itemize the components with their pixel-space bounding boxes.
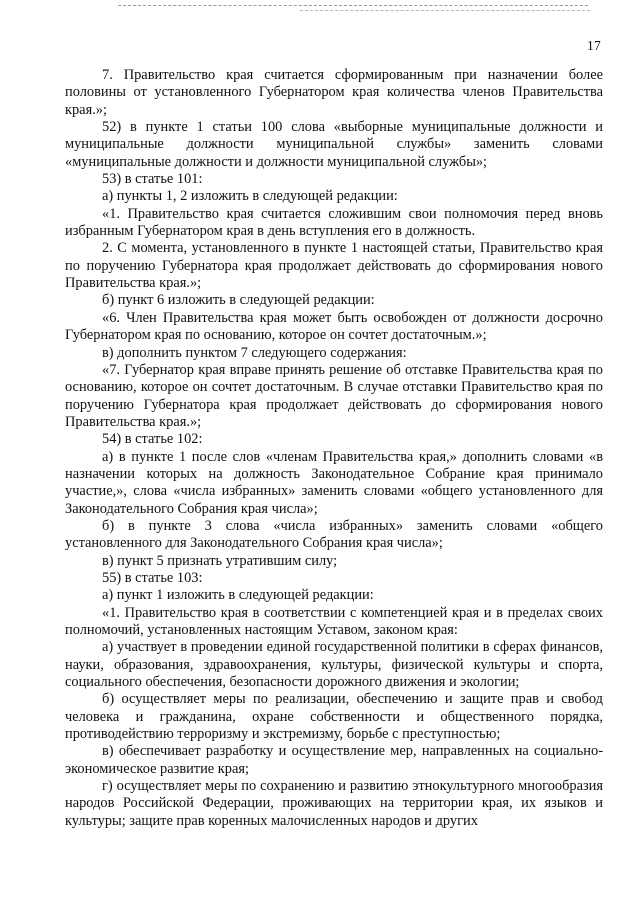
paragraph-53-a-clause-1: «1. Правительство края считается сложившим свои полномочия перед вновь избранным Губернатором края в день вступления его в должность. bbox=[65, 205, 603, 240]
paragraph-53-v-clause-7: «7. Губернатор края вправе принять решение об отставке Правительства края по основанию, которое он сочтет достаточным. В случае отставки Правительство края по поручению Губернатора края продолжает действовать до сформирования нового Правительства края.»; bbox=[65, 361, 603, 430]
paragraph-item-52: 52) в пункте 1 статьи 100 слова «выборные муниципальные должности и муниципальные должности муниципальной службы» заменить словами «муниципальные должности и должности муниципальной службы»; bbox=[65, 119, 603, 170]
scan-top-edge-line bbox=[118, 5, 588, 6]
paragraph-clause-7: 7. Правительство края считается сформированным при назначении более половины от установленного Губернатором края количества членов Правительства края.»; bbox=[65, 67, 603, 118]
paragraph-55-a: а) пункт 1 изложить в следующей редакции: bbox=[102, 587, 374, 604]
paragraph-55-a-sub-g: г) осуществляет меры по сохранению и развитию этнокультурного многообразия народов Российской Федерации, проживающих на территории края, их языков и культуры; защите прав коренных малочисленных народов и других bbox=[65, 778, 603, 829]
paragraph-54-a: а) в пункте 1 после слов «членам Правительства края,» дополнить словами «в назначении которых на должность Законодательное Собрание края принимало участие,», слова «числа избранных» заменить словами «общего установленного для Законодательного Собрания края числа»; bbox=[65, 448, 603, 517]
paragraph-54-v: в) пункт 5 признать утратившим силу; bbox=[102, 552, 338, 569]
paragraph-item-55: 55) в статье 103: bbox=[102, 569, 203, 586]
paragraph-55-a-sub-v: в) обеспечивает разработку и осуществление мер, направленных на социально-экономическое развитие края; bbox=[65, 743, 603, 777]
document-body bbox=[65, 67, 603, 830]
paragraph-item-53: 53) в статье 101: bbox=[102, 171, 203, 188]
paragraph-53-b: б) пункт 6 изложить в следующей редакции: bbox=[102, 292, 375, 309]
scan-top-edge-line-secondary bbox=[300, 10, 590, 11]
paragraph-55-a-clause-1: «1. Правительство края в соответствии с компетенцией края и в пределах своих полномочий, установленных настоящим Уставом, законом края: bbox=[65, 604, 603, 638]
paragraph-53-a: а) пункты 1, 2 изложить в следующей редакции: bbox=[102, 188, 398, 205]
page-number: 17 bbox=[587, 38, 601, 53]
paragraph-item-54: 54) в статье 102: bbox=[102, 431, 203, 448]
paragraph-53-v: в) дополнить пунктом 7 следующего содержания: bbox=[102, 344, 407, 361]
paragraph-55-a-sub-a: а) участвует в проведении единой государственной политики в сферах финансов, науки, образования, здравоохранения, культуры, физической культуры и спорта, социального обеспечения, безопасности дорожного движения и экологии; bbox=[65, 639, 603, 691]
paragraph-55-a-sub-b: б) осуществляет меры по реализации, обеспечению и защите прав и свобод человека и гражданина, охране собственности и общественного порядка, противодействию терроризму и экстремизму, борьбе с преступностью; bbox=[65, 691, 603, 743]
paragraph-53-a-clause-2: 2. С момента, установленного в пункте 1 настоящей статьи, Правительство края по поручению Губернатора края продолжает действовать до сформирования нового Правительства края.»; bbox=[65, 240, 603, 292]
paragraph-53-b-clause-6: «6. Член Правительства края может быть освобожден от должности досрочно Губернатором края по основанию, которое он сочтет достаточным.»; bbox=[65, 309, 603, 344]
paragraph-54-b: б) в пункте 3 слова «числа избранных» заменить словами «общего установленного для Законодательного Собрания края числа»; bbox=[65, 517, 603, 552]
